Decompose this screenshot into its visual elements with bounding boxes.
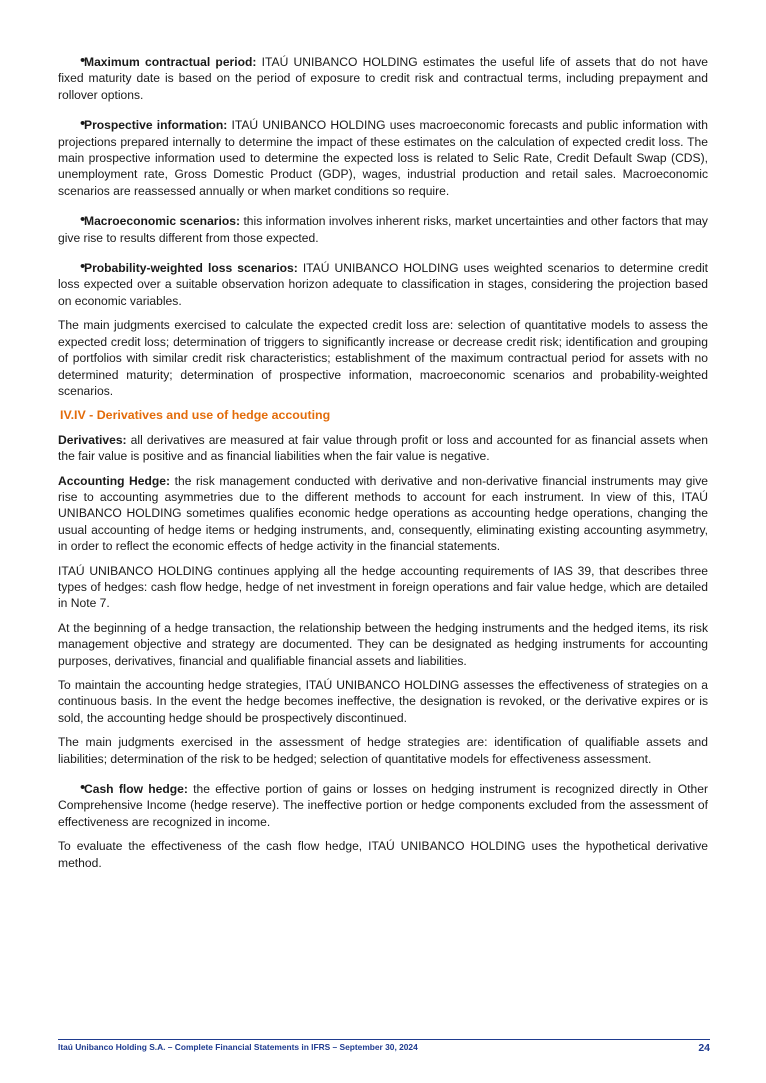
bullet-icon: • xyxy=(80,52,86,69)
bullet-probability-weighted xyxy=(58,260,708,309)
section-heading: IV.IV - Derivatives and use of hedge accouting xyxy=(60,408,331,423)
bullet-icon: • xyxy=(80,779,86,797)
bullet-macroeconomic-scenarios xyxy=(58,213,708,246)
derivatives-text: all derivatives are measured at fair value through profit or loss and accounted for as financial assets when the fair value is positive and as financial liabilities when the fair value is negative. xyxy=(58,432,708,464)
bullet-term: Macroeconomic scenarios: xyxy=(84,214,240,229)
bullet-text: ITAÚ UNIBANCO HOLDING estimates the useful life of assets that do not have fixed maturity date is based on the period of exposure to credit risk and contractual terms, including prepayment and rollover options. xyxy=(58,55,708,102)
bullet-text: ITAÚ UNIBANCO HOLDING uses macroeconomic forecasts and public information with projections prepared internally to determine the impact of these estimates on the calculation of expected credit loss. The main prospective information used to determine the expected loss is related to Selic Rate, Credit Default Swap (CDS), unemployment rate, Gross Domestic Product (GDP), wages, industrial production and retail sales. Macroeconomic scenarios are reassessed annually or when market conditions so require. xyxy=(58,118,708,198)
paragraph-accounting-hedge xyxy=(58,473,708,555)
bullet-text: this information involves inherent risks, market uncertainties and other factors that may give rise to results different from those expected. xyxy=(58,214,708,245)
bullet-cash-flow-hedge xyxy=(58,781,708,830)
derivatives-term: Derivatives: xyxy=(58,432,127,447)
paragraph-cash-flow-effectiveness: To evaluate the effectiveness of the cash flow hedge, ITAÚ UNIBANCO HOLDING uses the hypothetical derivative method. xyxy=(58,839,708,870)
bullet-icon: • xyxy=(80,115,86,133)
accounting-hedge-text: the risk management conducted with derivative and non-derivative financial instruments may give rise to accounting asymmetries due to the different methods to account for each instrument. In view of this, ITAÚ UNIBANCO HOLDING sometimes qualifies economic hedge operations as accounting hedge operations, changing the usual accounting of hedge items or hedging instruments, and, consequently, eliminating existing accounting asymmetry, in order to reflect the economic effects of hedge activity in the financial statements. xyxy=(58,473,708,554)
bullet-text: the effective portion of gains or losses on hedging instrument is recognized directly in Other Comprehensive Income (hedge reserve). The ineffective portion or hedge components excluded from the assessment of effectiveness are recognized in income. xyxy=(58,782,708,829)
paragraph-hedge-judgments: The main judgments exercised in the assessment of hedge strategies are: identification of qualifiable assets and liabilities; determination of the risk to be hedged; selection of quantitative models for effectiveness assessment. xyxy=(58,735,708,766)
footer-text: Itaú Unibanco Holding S.A. – Complete Financial Statements in IFRS – September 30, 2024 xyxy=(58,1042,418,1052)
paragraph-ias39: ITAÚ UNIBANCO HOLDING continues applying all the hedge accounting requirements of IAS 39, that describes three types of hedges: cash flow hedge, hedge of net investment in foreign operations and fair value hedge, which are detailed in Note 7. xyxy=(58,563,708,611)
paragraph-hedge-beginning: At the beginning of a hedge transaction, the relationship between the hedging instruments and the hedged items, its risk management objective and strategy are documented. They can be designated as hedging instruments for accounting purposes, derivatives, financial and qualifiable financial assets and liabilities. xyxy=(58,620,708,668)
paragraph-hedge-effectiveness: To maintain the accounting hedge strategies, ITAÚ UNIBANCO HOLDING assesses the effectiveness of strategies on a continuous basis. In the event the hedge becomes ineffective, the designation is revoked, or the derivative expires or is sold, the accounting hedge should be prospectively discontinued. xyxy=(58,678,708,725)
paragraph-main-judgments-ecl: The main judgments exercised to calculate the expected credit loss are: selection of quantitative models to assess the expected credit loss; determination of triggers to significantly increase or decrease credit risk; identification and grouping of portfolios with similar credit risk characteristics; establishment of the maximum contractual period for assets with no determined maturity; determination of prospective information, macroeconomic scenarios and probability-weighted scenarios. xyxy=(58,318,708,398)
document-body xyxy=(58,54,708,879)
bullet-term: Prospective information: xyxy=(84,118,228,133)
bullet-term: Maximum contractual period: xyxy=(84,55,257,69)
bullet-term: Probability-weighted loss scenarios: xyxy=(84,261,298,276)
bullet-icon: • xyxy=(80,258,86,276)
paragraph-derivatives xyxy=(58,432,708,465)
bullet-text: ITAÚ UNIBANCO HOLDING uses weighted scenarios to determine credit loss expected over a suitable observation horizon adequate to classification in stages, considering the projection based on economic variables. xyxy=(58,261,708,308)
page-number: 24 xyxy=(698,1042,710,1054)
accounting-hedge-term: Accounting Hedge: xyxy=(58,473,171,488)
bullet-term: Cash flow hedge: xyxy=(84,782,188,797)
bullet-prospective-information xyxy=(58,117,708,199)
footer-divider xyxy=(58,1039,710,1040)
bullet-icon: • xyxy=(80,211,86,229)
bullet-maximum-contractual-period xyxy=(58,54,708,103)
